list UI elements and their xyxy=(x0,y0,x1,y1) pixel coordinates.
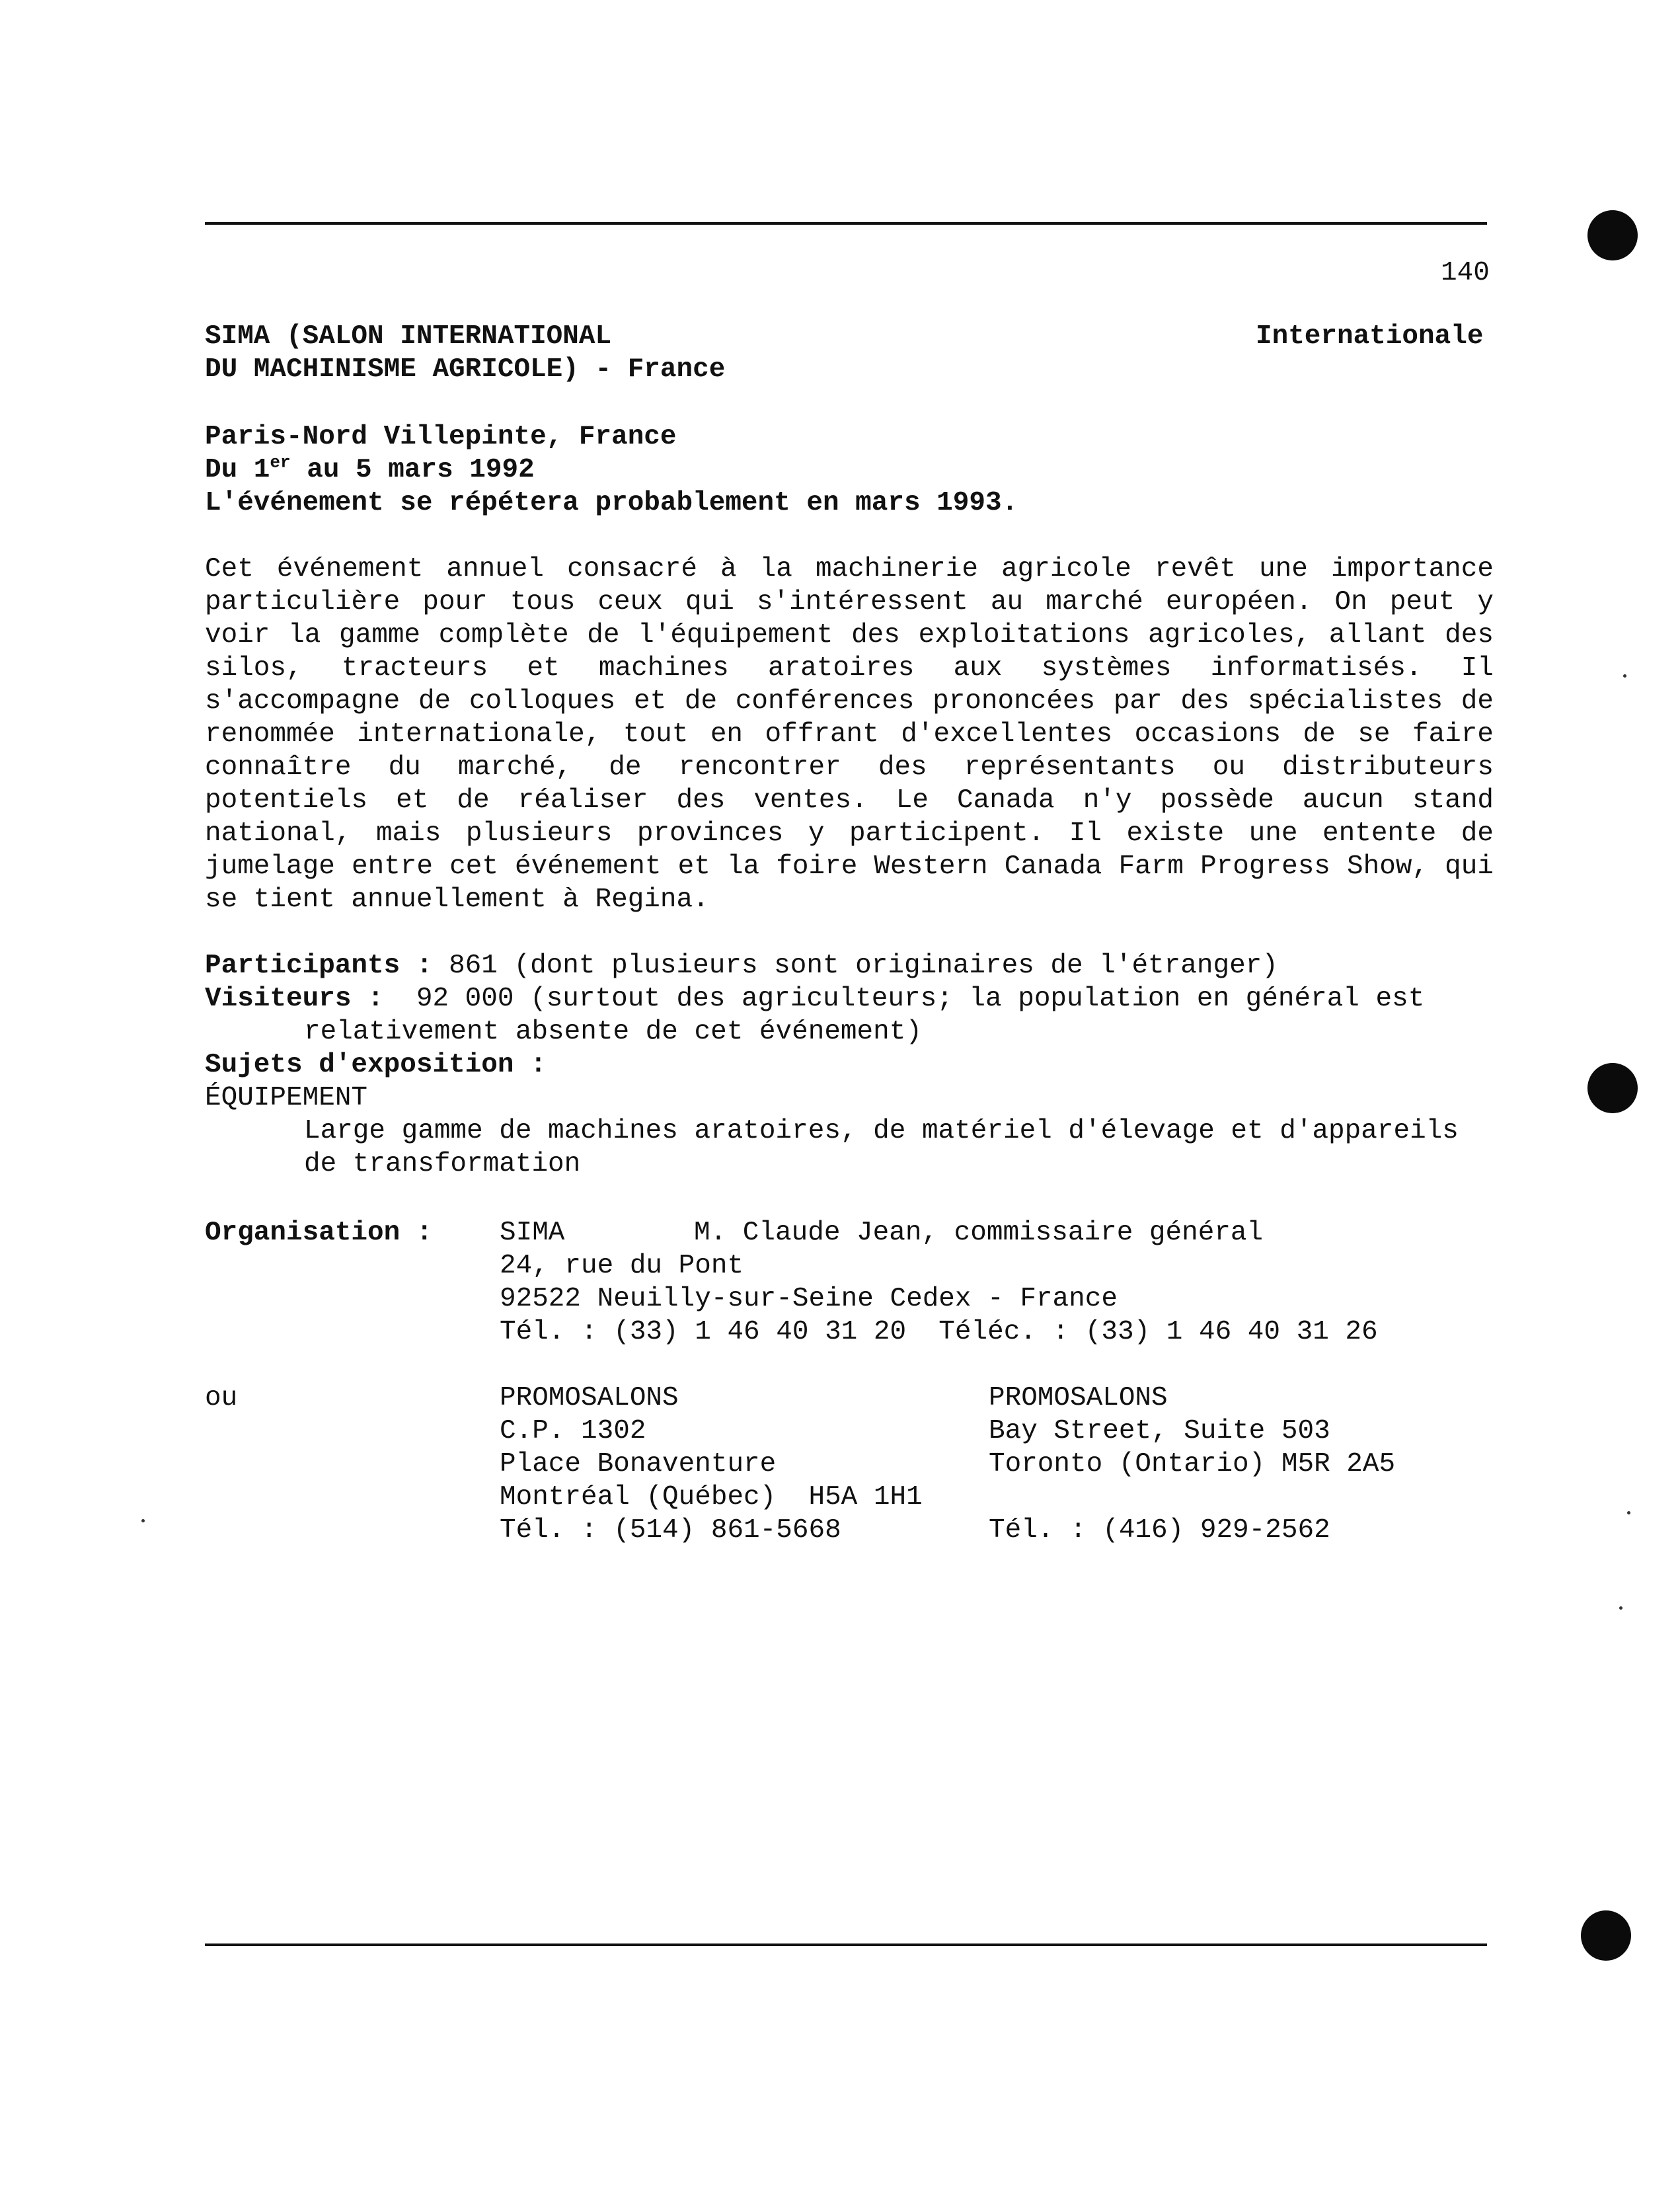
visitors-continuation: relativement absente de cet événement) xyxy=(304,1017,922,1047)
promosalons-toronto-line2: Toronto (Ontario) M5R 2A5 xyxy=(989,1449,1396,1479)
event-recurrence: L'événement se répétera probablement en mars 1993. xyxy=(205,488,1018,518)
event-dates xyxy=(205,453,1018,487)
promosalons-montreal-line3: Montréal (Québec) H5A 1H1 xyxy=(500,1482,923,1512)
promosalons-montreal-line1: C.P. 1302 xyxy=(500,1416,646,1446)
promosalons-toronto-phone: Tél. : (416) 929-2562 xyxy=(989,1515,1330,1546)
visitors-label: Visiteurs : xyxy=(205,984,384,1014)
organisation-address2: 92522 Neuilly-sur-Seine Cedex - France xyxy=(500,1284,1118,1314)
promosalons-toronto-line1: Bay Street, Suite 503 xyxy=(989,1416,1330,1446)
event-date-superscript: er xyxy=(270,452,291,473)
event-title xyxy=(205,320,725,386)
organisation-phones: Tél. : (33) 1 46 40 31 20 Téléc. : (33) 1 46 40 31 26 xyxy=(500,1317,1378,1347)
promosalons-montreal-name: PROMOSALONS xyxy=(500,1383,679,1413)
top-rule xyxy=(205,222,1487,225)
alternative-label: ou xyxy=(205,1383,238,1413)
page-number: 140 xyxy=(1441,258,1490,288)
event-date-suffix: au 5 mars 1992 xyxy=(290,455,535,485)
participants-value: 861 (dont plusieurs sont originaires de l'étranger) xyxy=(432,951,1278,981)
organisation-contact: M. Claude Jean, commissaire général xyxy=(694,1218,1264,1248)
event-title-line1: SIMA (SALON INTERNATIONAL xyxy=(205,321,612,352)
exhibition-category: ÉQUIPEMENT xyxy=(205,1083,368,1113)
organisation-label: Organisation : xyxy=(205,1218,433,1248)
visitors-row xyxy=(205,982,1424,1015)
punch-hole-top xyxy=(1587,210,1638,260)
event-description: Cet événement annuel consacré à la machinerie agricole revêt une importance particulière pour tous ceux qui s'intéressent au marché européen. On peut y voir la gamme complète de l'équipement des exploitations agricoles, allant des silos, tracteurs et machines aratoires aux systèmes informatisés. Il s'accompagne de colloques et de conférences prononcées par des spécialistes de renommée internationale, tout en offrant d'excellentes occasions de se faire connaître du marché, de rencontrer des représentants ou distributeurs potentiels et de réaliser des ventes. Le Canada n'y possède aucun stand national, mais plusieurs provinces y participent. Il existe une entente de jumelage entre cet événement et la foire Western Canada Farm Progress Show, qui se tient annuellement à Regina. xyxy=(205,554,1494,915)
punch-hole-middle xyxy=(1587,1063,1638,1113)
promosalons-montreal-phone: Tél. : (514) 861-5668 xyxy=(500,1515,841,1546)
bottom-rule xyxy=(205,1943,1487,1946)
scan-speck xyxy=(1619,1606,1623,1610)
event-date-prefix: Du 1 xyxy=(205,455,270,485)
event-title-line2: DU MACHINISME AGRICOLE) - France xyxy=(205,354,726,385)
scan-speck xyxy=(141,1519,145,1522)
exhibition-description-line2: de transformation xyxy=(304,1149,581,1179)
event-category: Internationale xyxy=(1256,321,1484,352)
organisation-address1: 24, rue du Pont xyxy=(500,1251,744,1281)
event-location-block xyxy=(205,420,1018,520)
visitors-value: 92 000 (surtout des agriculteurs; la population en général est xyxy=(383,984,1425,1014)
scan-speck xyxy=(1623,674,1626,678)
exhibition-description-line1: Large gamme de machines aratoires, de matériel d'élevage et d'appareils xyxy=(304,1116,1459,1146)
participants-label: Participants : xyxy=(205,951,433,981)
promosalons-toronto-name: PROMOSALONS xyxy=(989,1383,1168,1413)
participants-row xyxy=(205,949,1278,982)
scan-speck xyxy=(1627,1511,1630,1514)
event-venue: Paris-Nord Villepinte, France xyxy=(205,422,677,452)
organisation-name: SIMA xyxy=(500,1218,565,1248)
promosalons-montreal-line2: Place Bonaventure xyxy=(500,1449,777,1479)
exhibition-subjects-label: Sujets d'exposition : xyxy=(205,1050,547,1080)
punch-hole-bottom xyxy=(1581,1910,1631,1961)
